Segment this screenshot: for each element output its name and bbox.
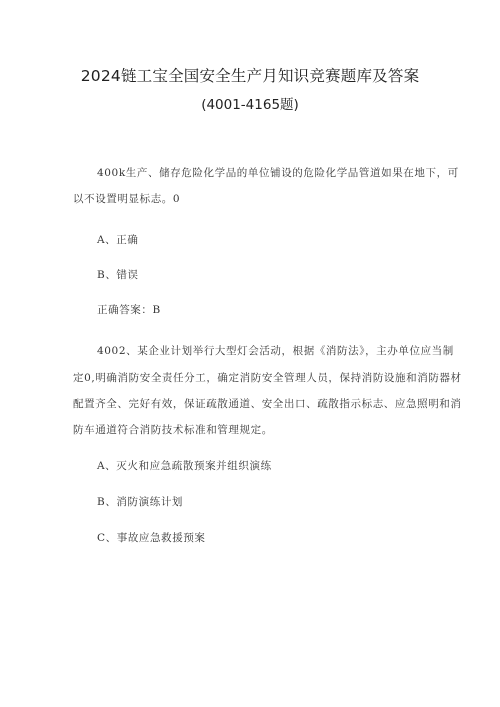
question-4001-line-1: 400k生产、储存危险化学品的单位铺设的危险化学品管道如果在地下，可 [97,167,459,179]
document-title: 2024链工宝全国安全生产月知识竞赛题库及答案 [80,67,420,85]
question-4002-line-4: 防车通道符合消防技术标准和管理规定。 [73,424,273,436]
question-4002-option-c: C、事故应急救援预案 [97,532,206,544]
question-4002-line-1: 4002、某企业计划举行大型灯会活动，根据《消防法》，主办单位应当制 [97,345,454,357]
question-4002-option-a: A、灭火和应急疏散预案并组织演练 [97,460,272,472]
question-4002-line-2: 定0,明确消防安全责任分工，确定消防安全管理人员，保持消防设施和消防器材 [73,372,462,384]
document-subtitle: (4001-4165题) [201,97,299,113]
question-4002-option-b: B、消防演练计划 [97,496,184,508]
question-4001-line-2: 以不设置明显标志。0 [73,193,181,205]
question-4001-option-a: A、正确 [97,234,139,246]
question-4002-line-3: 配置齐全、完好有效，保证疏散通道、安全出口、疏散指示标志、应急照明和消 [73,398,462,410]
question-4001-option-b: B、错误 [97,269,139,281]
question-4001-answer: 正确答案：B [97,304,161,316]
